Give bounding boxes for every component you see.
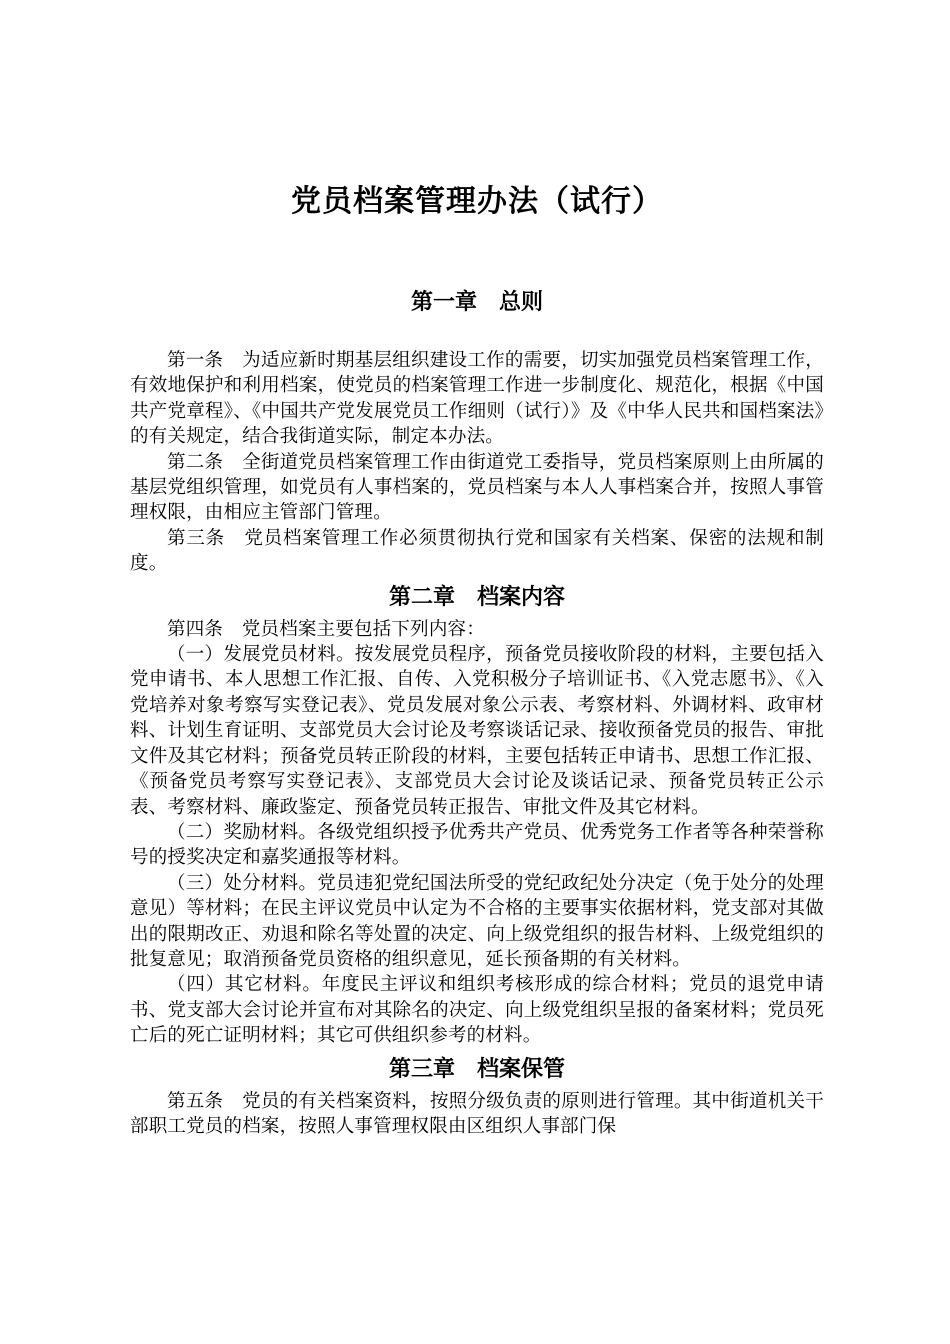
document-body — [130, 286, 824, 1139]
item-3 — [130, 871, 824, 973]
item-text: 发展党员材料。按发展党员程序，预备党员接收阶段的材料，主要包括入党申请书、本人思想工作汇报、自传、入党积极分子培训证书、《入党志愿书》、《入党培养对象考察写实登记表》、党员发展对象公示表、考察材料、外调材料、政审材料、计划生育证明、支部党员大会讨论及考察谈话记录、接收预备党员的报告、审批文件及其它材料；预备党员转正阶段的材料，主要包括转正申请书、思想工作汇报、《预备党员考察写实登记表》、支部党员大会讨论及谈话记录、预备党员转正公示表、考察材料、廉政鉴定、预备党员转正报告、审批文件及其它材料。 — [130, 644, 824, 818]
item-2 — [130, 820, 824, 871]
article-text: 党员档案管理工作必须贯彻执行党和国家有关档案、保密的法规和制度。 — [130, 527, 824, 575]
article-5 — [130, 1089, 824, 1140]
article-text: 党员档案主要包括下列内容： — [241, 618, 485, 640]
article-text: 全街道党员档案管理工作由街道党工委指导，党员档案原则上由所属的基层党组织管理，如党员有人事档案的，党员档案与本人人事档案合并，按照人事管理权限，由相应主管部门管理。 — [130, 451, 824, 524]
document-title: 党员档案管理办法（试行） — [291, 184, 663, 219]
article-2 — [130, 450, 824, 526]
article-text: 党员的有关档案资料，按照分级负责的原则进行管理。其中街道机关干部职工党员的档案，按照人事管理权限由区组织人事部门保 — [130, 1090, 824, 1137]
item-label: （一） — [167, 644, 224, 666]
chapter-2 — [130, 581, 824, 1049]
item-4 — [130, 972, 824, 1048]
item-text: 其它材料。年度民主评议和组织考核形成的综合材料；党员的退党申请书、党支部大会讨论并宣布对其除名的决定、向上级党组织呈报的备案材料；党员死亡后的死亡证明材料；其它可供组织参考的材料。 — [130, 974, 824, 1047]
article-label: 第一条 — [167, 350, 243, 371]
article-text: 为适应新时期基层组织建设工作的需要，切实加强党员档案管理工作，有效地保护和利用档案，使党员的档案管理工作进一步制度化、规范化，根据《中国共产党章程》、《中国共产党发展党员工作细则（试行）》及《中华人民共和国档案法》的有关规定，结合我街道实际，制定本办法。 — [130, 350, 824, 448]
item-text: 处分材料。党员违犯党纪国法所受的党纪政纪处分决定（免于处分的处理意见）等材料；在民主评议党员中认定为不合格的主要事实依据材料，党支部对其做出的限期改正、劝退和除名等处置的决定、向上级党组织的报告材料、上级党组织的批复意见；取消预备党员资格的组织意见，延长预备期的有关材料。 — [130, 872, 824, 970]
item-1 — [130, 642, 824, 820]
article-label: 第五条 — [167, 1090, 243, 1112]
chapter-heading: 第三章 档案保管 — [388, 1056, 565, 1082]
item-label: （二） — [167, 821, 224, 843]
article-1 — [130, 348, 824, 450]
chapter-heading: 第一章 总则 — [410, 290, 543, 315]
item-text: 奖励材料。各级党组织授予优秀共产党员、优秀党务工作者等各种荣誉称号的授奖决定和嘉奖通报等材料。 — [130, 821, 824, 869]
chapter-1 — [130, 286, 824, 577]
article-label: 第四条 — [167, 618, 242, 640]
chapter-heading: 第二章 档案内容 — [388, 584, 565, 610]
chapter-3 — [130, 1053, 824, 1140]
item-label: （四） — [167, 974, 226, 996]
article-3 — [130, 526, 824, 577]
article-4 — [130, 617, 824, 642]
item-label: （三） — [167, 872, 224, 894]
article-label: 第三条 — [167, 527, 245, 549]
article-label: 第二条 — [167, 451, 243, 473]
